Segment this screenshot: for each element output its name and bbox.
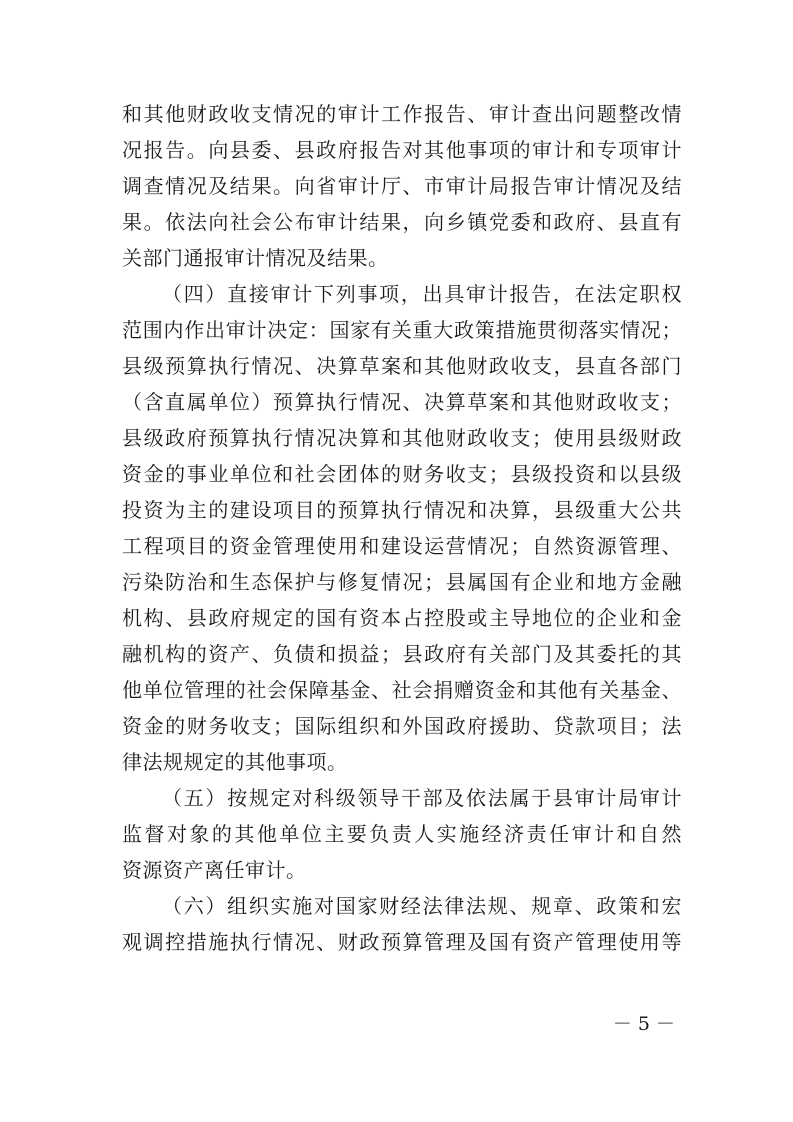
text-line: 县级预算执行情况、决算草案和其他财政收支，县直各部门	[122, 354, 682, 378]
text-line: 资金的财务收支；国际组织和外国政府援助、贷款项目；法	[122, 714, 682, 738]
page-number: － 5 －	[612, 1013, 675, 1035]
paragraph-start-line: （四）直接审计下列事项，出具审计报告，在法定职权	[162, 282, 682, 306]
text-line: （含直属单位）预算执行情况、决算草案和其他财政收支；	[122, 390, 682, 414]
text-line: 况报告。向县委、县政府报告对其他事项的审计和专项审计	[122, 138, 682, 162]
text-line: 资金的事业单位和社会团体的财务收支；县级投资和以县级	[122, 462, 682, 486]
text-line: 调查情况及结果。向省审计厅、市审计局报告审计情况及结	[122, 174, 682, 198]
text-line: 他单位管理的社会保障基金、社会捐赠资金和其他有关基金、	[122, 678, 682, 702]
text-line: 机构、县政府规定的国有资本占控股或主导地位的企业和金	[122, 606, 682, 630]
text-line: 县级政府预算执行情况决算和其他财政收支；使用县级财政	[122, 426, 682, 450]
text-line: 和其他财政收支情况的审计工作报告、审计查出问题整改情	[122, 102, 682, 126]
text-line: 工程项目的资金管理使用和建设运营情况；自然资源管理、	[122, 534, 682, 558]
text-line: 污染防治和生态保护与修复情况；县属国有企业和地方金融	[122, 570, 682, 594]
text-line: 果。依法向社会公布审计结果，向乡镇党委和政府、县直有	[122, 210, 682, 234]
body-text	[122, 96, 682, 960]
text-line: 观调控措施执行情况、财政预算管理及国有资产管理使用等	[122, 930, 682, 954]
text-line: 投资为主的建设项目的预算执行情况和决算，县级重大公共	[122, 498, 682, 522]
paragraph-start-line: （六）组织实施对国家财经法律法规、规章、政策和宏	[162, 894, 682, 918]
text-line: 关部门通报审计情况及结果。	[122, 246, 389, 270]
text-line: 融机构的资产、负债和损益；县政府有关部门及其委托的其	[122, 642, 682, 666]
paragraph-start-line: （五）按规定对科级领导干部及依法属于县审计局审计	[162, 786, 682, 810]
text-line: 律法规规定的其他事项。	[122, 750, 348, 774]
text-line: 监督对象的其他单位主要负责人实施经济责任审计和自然	[122, 822, 682, 846]
text-line: 资源资产离任审计。	[122, 858, 307, 882]
text-line: 范围内作出审计决定：国家有关重大政策措施贯彻落实情况；	[122, 318, 682, 342]
